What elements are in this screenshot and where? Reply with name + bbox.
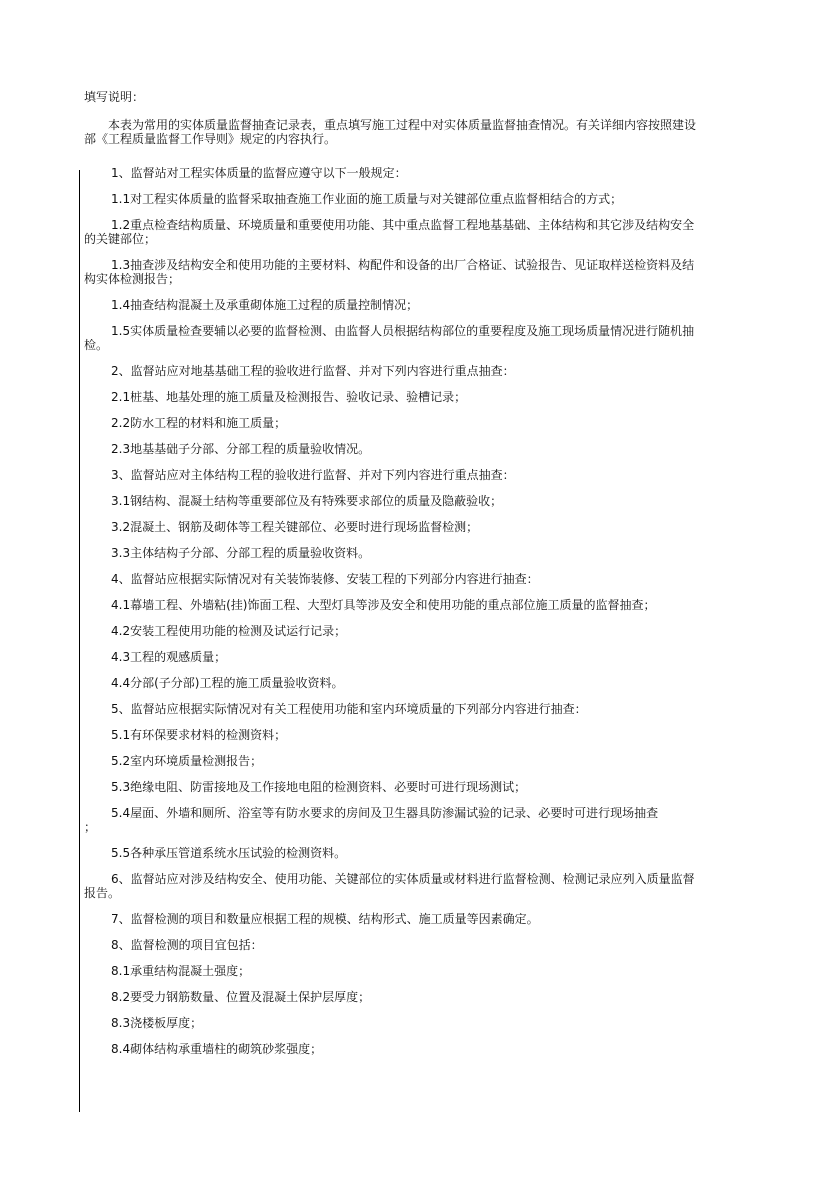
list-item (84, 1042, 756, 1056)
intro-line-1: 本表为常用的实体质量监督抽查记录表，重点填写施工过程中对实体质量监督抽查情况。有关详细内容按照建设 (108, 118, 697, 132)
list-item-text: 8.1承重结构混凝土强度； (111, 964, 251, 978)
list-item (84, 364, 756, 378)
list-item-text: 3.2混凝土、钢筋及砌体等工程关键部位、必要时进行现场监督检测； (111, 520, 479, 534)
list-item-text: 检。 (84, 338, 109, 352)
list-item (84, 416, 756, 430)
list-item (84, 650, 756, 664)
list-item (84, 468, 756, 482)
instructions-intro (84, 118, 754, 146)
list-item (84, 754, 756, 768)
list-item (84, 218, 756, 246)
list-item-text: ； (84, 820, 97, 834)
list-item (84, 728, 756, 742)
list-item (84, 624, 756, 638)
instructions-header (84, 90, 754, 146)
list-item (84, 912, 756, 926)
list-item-text: 8.2要受力钢筋数量、位置及混凝土保护层厚度； (111, 990, 371, 1004)
left-border-line (79, 170, 80, 1112)
list-item (84, 806, 756, 834)
list-item (84, 166, 756, 180)
list-item (84, 938, 756, 952)
list-item (84, 846, 756, 860)
list-item-text: 2.2防水工程的材料和施工质量； (111, 416, 287, 430)
list-item (84, 964, 756, 978)
list-item-text: 8.3浇楼板厚度； (111, 1016, 203, 1030)
list-item (84, 192, 756, 206)
list-item-text: 5.3绝缘电阻、防雷接地及工作接地电阻的检测资料、必要时可进行现场测试； (111, 780, 527, 794)
list-item-text: 4.3工程的观感质量； (111, 650, 227, 664)
list-item-text: 1.3抽查涉及结构安全和使用功能的主要材料、构配件和设备的出厂合格证、试验报告、见证取样送检资料及结 (111, 258, 695, 272)
list-item (84, 258, 756, 286)
list-item-text: 的关键部位； (84, 232, 157, 246)
list-item-text: 1.5实体质量检查要辅以必要的监督检测、由监督人员根据结构部位的重要程度及施工现场质量情况进行随机抽 (111, 324, 695, 338)
list-item (84, 546, 756, 560)
rules-list (84, 166, 756, 1056)
list-item-text: 2.1桩基、地基处理的施工质量及检测报告、验收记录、验槽记录； (111, 390, 467, 404)
list-item-text: 5.2室内环境质量检测报告； (111, 754, 263, 768)
list-item (84, 780, 756, 794)
list-item-text: 4.2安装工程使用功能的检测及试运行记录； (111, 624, 347, 638)
list-item-text: 5.4屋面、外墙和厕所、浴室等有防水要求的房间及卫生器具防渗漏试验的记录、必要时可进行现场抽查 (111, 806, 659, 820)
list-item-text: 8.4砌体结构承重墙柱的砌筑砂浆强度； (111, 1042, 323, 1056)
list-item (84, 390, 756, 404)
list-item-text: 1、监督站对工程实体质量的监督应遵守以下一般规定： (111, 166, 407, 180)
list-item-text: 6、监督站应对涉及结构安全、使用功能、关键部位的实体质量或材料进行监督检测、检测记录应列入质量监督 (111, 872, 695, 886)
instructions-title: 填写说明： (84, 90, 145, 104)
list-item-text: 5.1有环保要求材料的检测资料； (111, 728, 287, 742)
list-item (84, 1016, 756, 1030)
list-item-text: 2.3地基基础子分部、分部工程的质量验收情况。 (111, 442, 371, 456)
list-item-text: 5、监督站应根据实际情况对有关工程使用功能和室内环境质量的下列部分内容进行抽查： (111, 702, 587, 716)
list-item-text: 3.3主体结构子分部、分部工程的质量验收资料。 (111, 546, 371, 560)
list-item-text: 2、监督站应对地基基础工程的验收进行监督、并对下列内容进行重点抽查： (111, 364, 515, 378)
list-item-text: 3.1钢结构、混凝土结构等重要部位及有特殊要求部位的质量及隐蔽验收； (111, 494, 503, 508)
list-item (84, 572, 756, 586)
list-item-text: 4.4分部(子分部)工程的施工质量验收资料。 (111, 676, 344, 690)
list-item-text: 4.1幕墙工程、外墙粘(挂)饰面工程、大型灯具等涉及安全和使用功能的重点部位施工质量的监督抽查； (111, 598, 656, 612)
list-item (84, 494, 756, 508)
list-item-text: 4、监督站应根据实际情况对有关装饰装修、安装工程的下列部分内容进行抽查： (111, 572, 539, 586)
list-item-text: 构实体检测报告； (84, 272, 181, 286)
list-item (84, 990, 756, 1004)
list-item (84, 702, 756, 716)
list-item-text: 1.1对工程实体质量的监督采取抽查施工作业面的施工质量与对关键部位重点监督相结合的方式； (111, 192, 623, 206)
list-item (84, 872, 756, 900)
list-item (84, 324, 756, 352)
list-item-text: 1.2重点检查结构质量、环境质量和重要使用功能、其中重点监督工程地基基础、主体结构和其它涉及结构安全 (111, 218, 695, 232)
list-item-text: 8、监督检测的项目宜包括： (111, 938, 263, 952)
list-item-text: 7、监督检测的项目和数量应根据工程的规模、结构形式、施工质量等因素确定。 (111, 912, 539, 926)
list-item (84, 298, 756, 312)
list-item (84, 598, 756, 612)
list-item (84, 442, 756, 456)
list-item-text: 报告。 (84, 886, 121, 900)
list-item-text: 1.4抽查结构混凝土及承重砌体施工过程的质量控制情况； (111, 298, 419, 312)
list-item (84, 520, 756, 534)
list-item (84, 676, 756, 690)
intro-line-2: 部《工程质量监督工作导则》规定的内容执行。 (84, 132, 337, 146)
list-item-text: 3、监督站应对主体结构工程的验收进行监督、并对下列内容进行重点抽查： (111, 468, 515, 482)
list-item-text: 5.5各种承压管道系统水压试验的检测资料。 (111, 846, 347, 860)
